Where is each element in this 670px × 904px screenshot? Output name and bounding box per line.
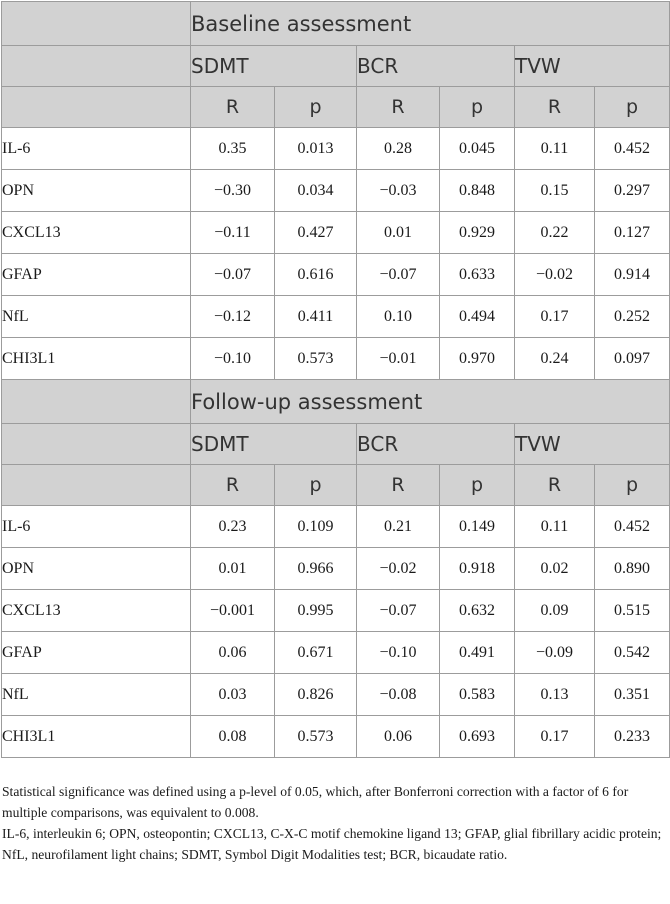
table-row [2, 674, 670, 716]
column-subheader: p [275, 465, 357, 506]
table-row [2, 506, 670, 548]
table-row [2, 716, 670, 758]
table-cell: 0.02 [515, 548, 595, 590]
table-cell: 0.109 [275, 506, 357, 548]
table-row [2, 338, 670, 380]
table-cell: 0.17 [515, 296, 595, 338]
corner-cell [2, 424, 191, 465]
corner-cell [2, 87, 191, 128]
table-cell: 0.542 [595, 632, 670, 674]
table-cell: 0.693 [440, 716, 515, 758]
row-label: OPN [2, 170, 191, 212]
table-cell: 0.297 [595, 170, 670, 212]
table-row [2, 296, 670, 338]
table-cell: 0.914 [595, 254, 670, 296]
abbreviations-note: IL-6, interleukin 6; OPN, osteopontin; CXCL13, C-X-C motif chemokine ligand 13; GFAP, glial fibrillary acidic protein; NfL, neurofilament light chains; SDMT, Symbol Digit Modalities test; BCR, bicaudate ratio. [2, 826, 662, 862]
table-cell: −0.02 [357, 548, 440, 590]
table-cell: 0.35 [191, 128, 275, 170]
table-row [2, 254, 670, 296]
table-cell: −0.001 [191, 590, 275, 632]
table-cell: 0.573 [275, 716, 357, 758]
table-cell: 0.918 [440, 548, 515, 590]
table-cell: 0.28 [357, 128, 440, 170]
table-cell: −0.12 [191, 296, 275, 338]
table-cell: 0.06 [191, 632, 275, 674]
column-subheader: p [595, 465, 670, 506]
table-cell: 0.06 [357, 716, 440, 758]
table-cell: 0.01 [191, 548, 275, 590]
row-label: GFAP [2, 254, 191, 296]
row-label: NfL [2, 296, 191, 338]
table-cell: −0.10 [357, 632, 440, 674]
column-subheader: p [275, 87, 357, 128]
table-cell: 0.17 [515, 716, 595, 758]
table-cell: 0.995 [275, 590, 357, 632]
table-cell: 0.966 [275, 548, 357, 590]
table-cell: 0.633 [440, 254, 515, 296]
column-subheader: R [357, 87, 440, 128]
table-cell: 0.045 [440, 128, 515, 170]
section-title-row [2, 380, 670, 424]
table-cell: −0.07 [357, 590, 440, 632]
table-cell: 0.252 [595, 296, 670, 338]
table-cell: 0.427 [275, 212, 357, 254]
table-cell: −0.02 [515, 254, 595, 296]
group-header-row [2, 424, 670, 465]
table-cell: −0.08 [357, 674, 440, 716]
table-cell: 0.23 [191, 506, 275, 548]
table-cell: −0.10 [191, 338, 275, 380]
table-row [2, 590, 670, 632]
row-label: NfL [2, 674, 191, 716]
table-cell: 0.15 [515, 170, 595, 212]
section-title: Follow-up assessment [191, 380, 670, 424]
column-subheader: R [191, 87, 275, 128]
row-label: IL-6 [2, 128, 191, 170]
table-cell: −0.03 [357, 170, 440, 212]
corner-cell [2, 465, 191, 506]
group-header: SDMT [191, 424, 357, 465]
table-row [2, 212, 670, 254]
table-cell: −0.09 [515, 632, 595, 674]
row-label: IL-6 [2, 506, 191, 548]
table-cell: 0.034 [275, 170, 357, 212]
table-cell: 0.848 [440, 170, 515, 212]
column-subheader: R [357, 465, 440, 506]
table-cell: 0.632 [440, 590, 515, 632]
table-cell: 0.411 [275, 296, 357, 338]
table-cell: 0.21 [357, 506, 440, 548]
table-cell: 0.494 [440, 296, 515, 338]
column-subheader: R [515, 87, 595, 128]
row-label: CXCL13 [2, 590, 191, 632]
row-label: OPN [2, 548, 191, 590]
table-cell: 0.515 [595, 590, 670, 632]
group-header-row [2, 46, 670, 87]
table-cell: 0.24 [515, 338, 595, 380]
column-subheader: R [515, 465, 595, 506]
table-cell: 0.22 [515, 212, 595, 254]
table-row [2, 632, 670, 674]
table-cell: 0.127 [595, 212, 670, 254]
section-title: Baseline assessment [191, 2, 670, 46]
table-cell: 0.452 [595, 506, 670, 548]
row-label: GFAP [2, 632, 191, 674]
subheader-row [2, 87, 670, 128]
table-cell: 0.890 [595, 548, 670, 590]
row-label: CHI3L1 [2, 338, 191, 380]
table-cell: 0.452 [595, 128, 670, 170]
corner-cell [2, 46, 191, 87]
column-subheader: p [440, 465, 515, 506]
table-cell: −0.07 [357, 254, 440, 296]
table-cell: 0.149 [440, 506, 515, 548]
group-header: SDMT [191, 46, 357, 87]
table-cell: 0.970 [440, 338, 515, 380]
section-title-row [2, 2, 670, 46]
table-cell: 0.10 [357, 296, 440, 338]
table-cell: 0.573 [275, 338, 357, 380]
table-row [2, 170, 670, 212]
table-cell: 0.616 [275, 254, 357, 296]
row-label: CHI3L1 [2, 716, 191, 758]
table-row [2, 128, 670, 170]
table-cell: 0.013 [275, 128, 357, 170]
table-cell: 0.08 [191, 716, 275, 758]
column-subheader: p [440, 87, 515, 128]
table-cell: 0.491 [440, 632, 515, 674]
table-cell: 0.09 [515, 590, 595, 632]
corner-cell [2, 380, 191, 424]
row-label: CXCL13 [2, 212, 191, 254]
table-cell: −0.07 [191, 254, 275, 296]
corner-cell [2, 2, 191, 46]
table-cell: 0.03 [191, 674, 275, 716]
table-cell: 0.929 [440, 212, 515, 254]
table-cell: 0.01 [357, 212, 440, 254]
group-header: TVW [515, 424, 670, 465]
correlation-table [1, 1, 670, 758]
table-cell: −0.30 [191, 170, 275, 212]
column-subheader: p [595, 87, 670, 128]
table-cell: 0.671 [275, 632, 357, 674]
table-cell: 0.826 [275, 674, 357, 716]
table-cell: 0.351 [595, 674, 670, 716]
table-cell: 0.233 [595, 716, 670, 758]
column-subheader: R [191, 465, 275, 506]
table-cell: 0.583 [440, 674, 515, 716]
group-header: BCR [357, 424, 515, 465]
table-cell: −0.01 [357, 338, 440, 380]
table-cell: −0.11 [191, 212, 275, 254]
table-cell: 0.11 [515, 128, 595, 170]
group-header: TVW [515, 46, 670, 87]
group-header: BCR [357, 46, 515, 87]
significance-note: Statistical significance was defined using a p-level of 0.05, which, after Bonferroni correction with a factor of 6 for multiple comparisons, was equivalent to 0.008. [2, 784, 629, 820]
table-cell: 0.13 [515, 674, 595, 716]
table-cell: 0.11 [515, 506, 595, 548]
table-cell: 0.097 [595, 338, 670, 380]
subheader-row [2, 465, 670, 506]
table-footnotes [2, 781, 666, 865]
table-row [2, 548, 670, 590]
